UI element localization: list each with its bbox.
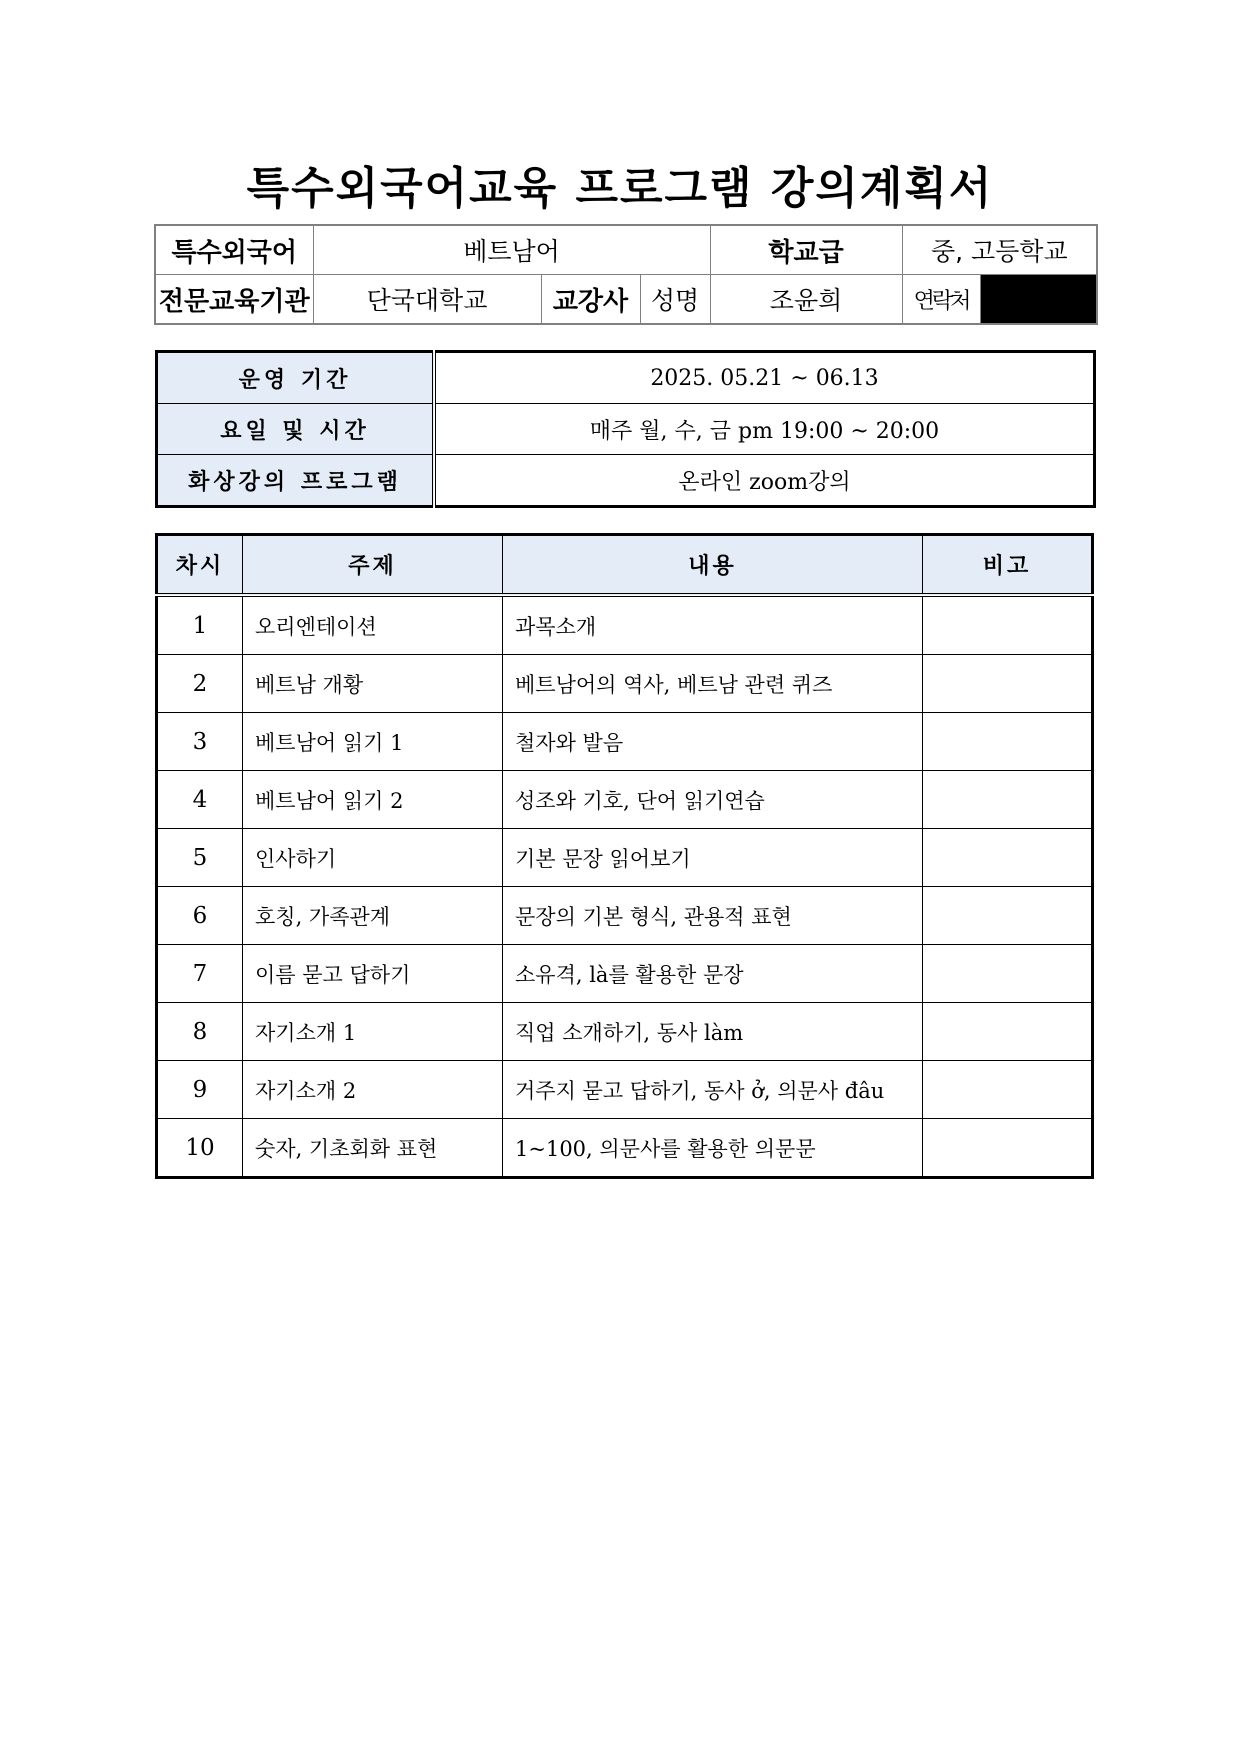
session-topic: 베트남어 읽기 2 — [243, 771, 503, 829]
instructor-label: 교강사 — [541, 275, 640, 325]
table-row — [157, 829, 1093, 887]
session-topic: 인사하기 — [243, 829, 503, 887]
lesson-schedule-table — [155, 533, 1094, 1179]
session-note — [923, 887, 1093, 945]
session-number: 8 — [157, 1003, 243, 1061]
session-topic: 호칭, 가족관계 — [243, 887, 503, 945]
program-value: 온라인 zoom강의 — [678, 469, 851, 495]
session-content: 철자와 발음 — [503, 713, 923, 771]
session-number: 6 — [157, 887, 243, 945]
schedule-header-row — [157, 535, 1093, 596]
table-row — [157, 771, 1093, 829]
table-row — [157, 1003, 1093, 1061]
session-content: 기본 문장 읽어보기 — [503, 829, 923, 887]
contact-label: 연락처 — [902, 275, 980, 325]
session-number: 1 — [157, 595, 243, 655]
session-content: 베트남어의 역사, 베트남 관련 퀴즈 — [503, 655, 923, 713]
language-value: 베트남어 — [313, 225, 710, 275]
session-number: 3 — [157, 713, 243, 771]
session-content: 직업 소개하기, 동사 làm — [503, 1003, 923, 1061]
session-number: 4 — [157, 771, 243, 829]
school-level-label: 학교급 — [710, 225, 902, 275]
program-label: 화상강의 프로그램 — [157, 455, 435, 507]
session-note — [923, 595, 1093, 655]
session-note — [923, 655, 1093, 713]
table-row — [157, 655, 1093, 713]
table-row — [157, 1119, 1093, 1178]
table-row — [157, 887, 1093, 945]
session-topic: 숫자, 기초회화 표현 — [243, 1119, 503, 1178]
schedule-value: 매주 월, 수, 금 pm 19:00 ~ 20:00 — [434, 404, 1095, 455]
session-note — [923, 771, 1093, 829]
session-topic: 이름 묻고 답하기 — [243, 945, 503, 1003]
session-note — [923, 713, 1093, 771]
session-content: 거주지 묻고 답하기, 동사 ở, 의문사 đâu — [503, 1061, 923, 1119]
session-topic: 자기소개 1 — [243, 1003, 503, 1061]
table-row — [157, 945, 1093, 1003]
institution-label: 전문교육기관 — [155, 275, 313, 325]
header-note: 비고 — [923, 535, 1093, 596]
session-note — [923, 1119, 1093, 1178]
period-row — [157, 352, 1095, 404]
session-note — [923, 1061, 1093, 1119]
session-number: 9 — [157, 1061, 243, 1119]
institution-value: 단국대학교 — [313, 275, 541, 325]
program-row — [157, 455, 1095, 507]
header-session: 차시 — [157, 535, 243, 596]
document-title: 특수외국어교육 프로그램 강의계획서 — [246, 163, 994, 214]
schedule-body — [157, 595, 1093, 1178]
session-content: 1~100, 의문사를 활용한 의문문 — [503, 1119, 923, 1178]
session-topic: 자기소개 2 — [243, 1061, 503, 1119]
session-note — [923, 1003, 1093, 1061]
header-topic: 주제 — [243, 535, 503, 596]
operation-table — [155, 350, 1096, 508]
table-row — [157, 595, 1093, 655]
name-label: 성명 — [640, 275, 710, 325]
info-row-language — [155, 225, 1097, 275]
period-value: 2025. 05.21 ~ 06.13 — [434, 352, 1095, 404]
session-content: 과목소개 — [503, 595, 923, 655]
session-number: 7 — [157, 945, 243, 1003]
session-number: 10 — [157, 1119, 243, 1178]
session-topic: 오리엔테이션 — [243, 595, 503, 655]
info-row-institution — [155, 275, 1097, 325]
session-content: 성조와 기호, 단어 읽기연습 — [503, 771, 923, 829]
contact-redacted — [980, 275, 1097, 325]
session-number: 2 — [157, 655, 243, 713]
session-note — [923, 945, 1093, 1003]
table-row — [157, 713, 1093, 771]
session-content: 문장의 기본 형식, 관용적 표현 — [503, 887, 923, 945]
session-note — [923, 829, 1093, 887]
schedule-row — [157, 404, 1095, 455]
language-label: 특수외국어 — [155, 225, 313, 275]
session-number: 5 — [157, 829, 243, 887]
period-label: 운영 기간 — [157, 352, 435, 404]
session-topic: 베트남 개황 — [243, 655, 503, 713]
schedule-label: 요일 및 시간 — [157, 404, 435, 455]
school-level-value: 중, 고등학교 — [902, 225, 1097, 275]
header-content: 내용 — [503, 535, 923, 596]
name-value: 조윤희 — [710, 275, 902, 325]
table-row — [157, 1061, 1093, 1119]
session-content: 소유격, là를 활용한 문장 — [503, 945, 923, 1003]
session-topic: 베트남어 읽기 1 — [243, 713, 503, 771]
info-table — [154, 224, 1098, 325]
